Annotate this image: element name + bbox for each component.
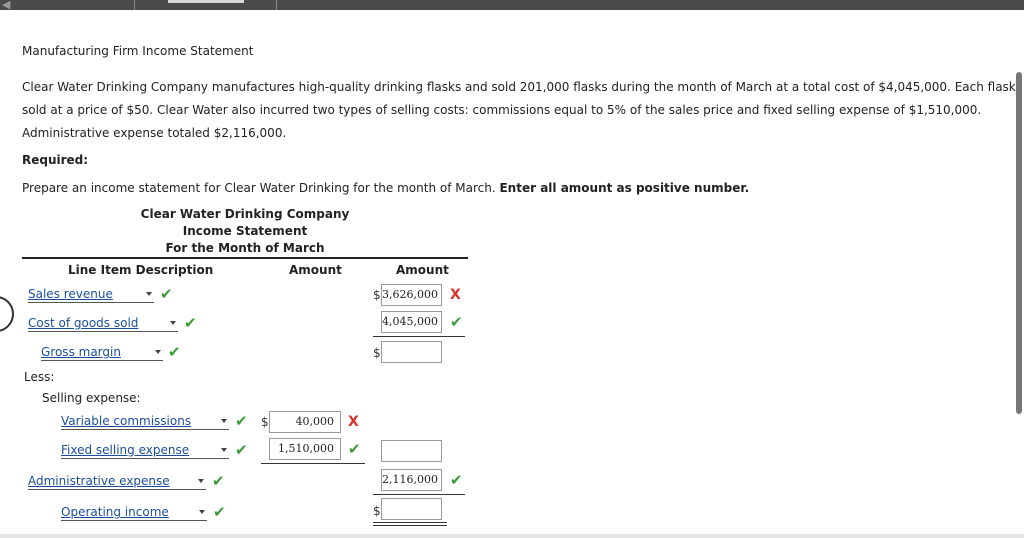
gross-margin-dropdown[interactable] (41, 345, 163, 361)
incorrect-x-icon: X (450, 287, 461, 303)
bottom-border (0, 534, 1024, 538)
dropdown-label: Operating income (61, 505, 169, 519)
chevron-down-icon (146, 292, 152, 296)
correct-check-icon: ✔ (213, 503, 226, 521)
dropdown-label: Sales revenue (28, 287, 113, 301)
correct-check-icon: ✔ (184, 314, 197, 332)
instruction-emphasis: Enter all amount as positive number. (499, 181, 750, 195)
currency-symbol: $ (373, 504, 381, 518)
browser-top-bar (0, 0, 1024, 10)
statement-period: For the Month of March (165, 241, 325, 255)
selling-expense-label: Selling expense: (42, 391, 141, 405)
variable-commissions-amount-input[interactable]: 40,000 (269, 411, 341, 433)
correct-check-icon: ✔ (212, 472, 225, 490)
dropdown-label: Gross margin (41, 345, 121, 359)
statement-name: Income Statement (182, 224, 308, 238)
chevron-down-icon (221, 448, 227, 452)
cost-of-goods-sold-dropdown[interactable] (28, 316, 178, 332)
gross-margin-amount-input[interactable] (381, 341, 442, 363)
company-name: Clear Water Drinking Company (140, 207, 350, 221)
double-underline-bottom (373, 525, 447, 526)
sales-revenue-dropdown[interactable] (28, 287, 154, 303)
sales-revenue-amount-input[interactable]: 3,626,000 (381, 284, 442, 306)
tab-divider (276, 0, 277, 10)
correct-check-icon: ✔ (168, 343, 181, 361)
chevron-down-icon (198, 479, 204, 483)
chevron-down-icon (155, 350, 161, 354)
variable-commissions-dropdown[interactable] (61, 414, 229, 430)
less-label: Less: (24, 370, 55, 384)
fixed-selling-expense-dropdown[interactable] (61, 443, 229, 459)
correct-check-icon: ✔ (450, 471, 463, 489)
fixed-selling-amount-input[interactable]: 1,510,000 (269, 438, 341, 460)
active-tab-indicator[interactable] (168, 0, 244, 3)
correct-check-icon: ✔ (235, 412, 248, 430)
administrative-expense-amount-input[interactable]: 2,116,000 (381, 469, 442, 491)
instruction-plain: Prepare an income statement for Clear Water Drinking for the month of March. (22, 181, 496, 195)
dropdown-label: Variable commissions (61, 414, 192, 428)
subtotal-underline (373, 336, 465, 337)
header-rule (22, 257, 468, 259)
correct-check-icon: ✔ (235, 441, 248, 459)
page-title: Manufacturing Firm Income Statement (22, 44, 254, 58)
column-header-description: Line Item Description (68, 263, 214, 277)
column-header-amount-2: Amount (396, 263, 449, 277)
subtotal-underline (373, 494, 465, 495)
dropdown-label: Administrative expense (28, 474, 170, 488)
chevron-down-icon (170, 321, 176, 325)
dropdown-label: Fixed selling expense (61, 443, 190, 457)
chevron-down-icon (199, 510, 205, 514)
correct-check-icon: ✔ (348, 440, 361, 458)
currency-symbol: $ (261, 415, 269, 429)
correct-check-icon: ✔ (160, 285, 173, 303)
column-header-amount-1: Amount (289, 263, 342, 277)
currency-symbol: $ (373, 288, 381, 302)
side-navigation-circle[interactable] (0, 296, 14, 332)
problem-statement: Clear Water Drinking Company manufactures high-quality drinking flasks and sold 201,000 flasks during the month of March at a total cost of $4,045,000. Each flask sold at a price of $50. Clear Water also incurred two types of selling costs: commissions equal to 5% of the sales price and fixed selling expense of $1,510,000. Administrative expense totaled $2,116,000. (22, 80, 1016, 140)
tab-divider (134, 0, 135, 10)
dropdown-label: Cost of goods sold (28, 316, 139, 330)
back-arrow-icon[interactable]: ◀ (2, 0, 11, 11)
chevron-down-icon (221, 419, 227, 423)
operating-income-amount-input[interactable] (381, 498, 442, 520)
cogs-amount-input[interactable]: 4,045,000 (381, 311, 442, 333)
administrative-expense-dropdown[interactable] (28, 474, 206, 490)
incorrect-x-icon: X (348, 414, 359, 430)
subtotal-underline (261, 463, 365, 464)
operating-income-dropdown[interactable] (61, 505, 207, 521)
double-underline-top (373, 522, 447, 523)
currency-symbol: $ (373, 346, 381, 360)
instruction-text (22, 181, 749, 195)
required-label: Required: (22, 153, 89, 167)
selling-expense-total-input[interactable] (381, 440, 442, 462)
correct-check-icon: ✔ (450, 313, 463, 331)
